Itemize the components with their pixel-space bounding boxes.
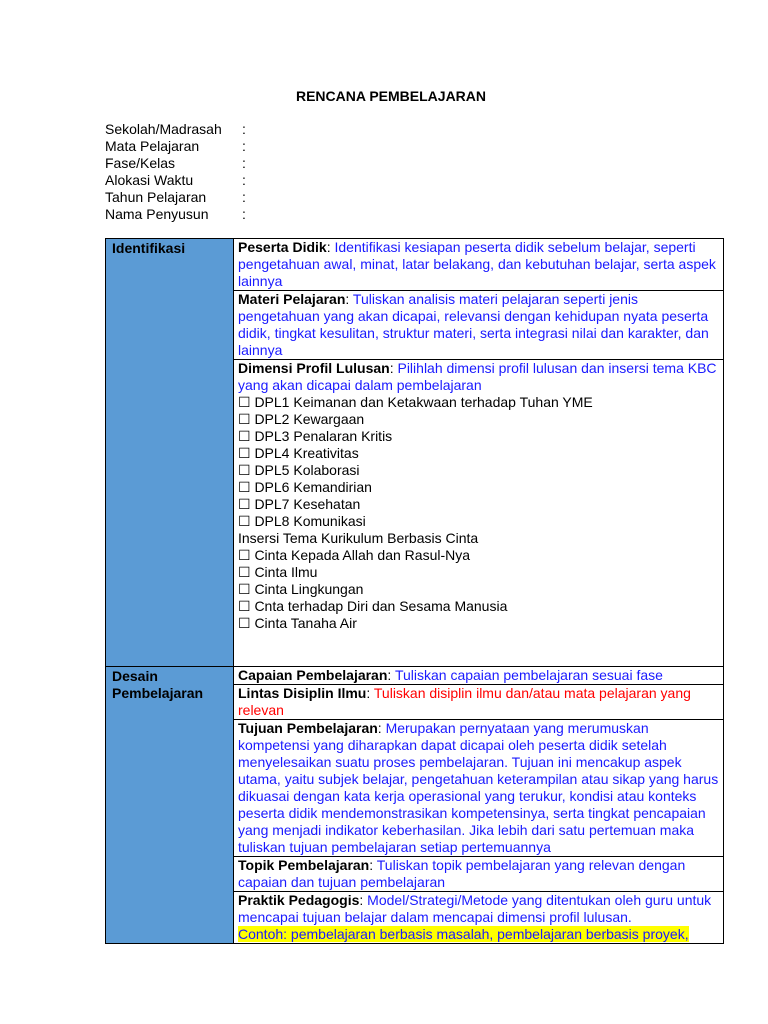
checkbox-dpl1[interactable]: ☐ DPL1 Keimanan dan Ketakwaan terhadap Tuhan YME: [238, 394, 593, 410]
label-dimensi: Dimensi Profil Lulusan: [238, 360, 390, 376]
label-materi: Materi Pelajaran: [238, 291, 346, 307]
field-separator: :: [242, 172, 246, 188]
label-lintas: Lintas Disiplin Ilmu: [238, 685, 367, 701]
field-separator: :: [242, 189, 246, 205]
checkbox-dpl6[interactable]: ☐ DPL6 Kemandirian: [238, 479, 372, 495]
field-label: Alokasi Waktu: [105, 172, 194, 188]
field-row-alokasi: [105, 172, 246, 189]
field-row-fase: [105, 155, 246, 172]
checkbox-cinta-ilmu[interactable]: ☐ Cinta Ilmu: [238, 564, 318, 580]
lesson-plan-table: [105, 238, 724, 944]
text-dimensi: Pilihlah dimensi profil lulusan dan insersi tema KBC yang akan dicapai dalam pembelajaran: [238, 360, 717, 393]
checkbox-cinta-tanah-air[interactable]: ☐ Cinta Tanaha Air: [238, 615, 357, 631]
field-separator: :: [242, 206, 246, 222]
field-separator: :: [242, 138, 246, 154]
checkbox-cinta-allah[interactable]: ☐ Cinta Kepada Allah dan Rasul-Nya: [238, 547, 471, 563]
field-label: Nama Penyusun: [105, 206, 209, 222]
field-label: Mata Pelajaran: [105, 138, 200, 154]
cell-dimensi[interactable]: Dimensi Profil Lulusan: Pilihlah dimensi profil lulusan dan insersi tema KBC yang akan dicapai dalam pembelajaran ☐ DPL1 Keimanan dan Ketakwaan terhadap Tuhan YME ☐ DPL2 Kewargaan ☐ DPL3 Penalaran Kritis ☐ DPL4 Kreativitas ☐ DPL5 Kolaborasi ☐ DPL6 Kemandirian ☐ DPL7 Kesehatan ☐ DPL8 Komunikasi Insersi Tema Kurikulum Berbasis Cinta ☐ Cinta Kepada Allah dan Rasul-Nya ☐ Cinta Ilmu ☐ Cinta Lingkungan ☐ Cnta terhadap Diri dan Sesama Manusia ☐ Cinta Tanaha Air: [234, 360, 724, 667]
checkbox-dpl4[interactable]: ☐ DPL4 Kreativitas: [238, 445, 359, 461]
field-label: Sekolah/Madrasah: [105, 121, 222, 137]
cell-topik[interactable]: Topik Pembelajaran: Tuliskan topik pembelajaran yang relevan dengan capaian dan tujuan pembelajaran: [234, 857, 724, 892]
checkbox-cinta-diri[interactable]: ☐ Cnta terhadap Diri dan Sesama Manusia: [238, 598, 508, 614]
cell-tujuan[interactable]: Tujuan Pembelajaran: Merupakan pernyataan yang merumuskan kompetensi yang diharapkan dapat dicapai oleh peserta didik setelah menyelesaikan suatu proses pembelajaran. Tujuan ini mencakup aspek utama, yaitu subjek belajar, pengetahuan keterampilan atau sikap yang harus dikuasai dengan kata kerja operasional yang terukur, kondisi atau konteks peserta didik mendemonstrasikan kompetensinya, serta tingkat pencapaian yang menjadi indikator keberhasilan. Jika lebih dari satu pertemuan maka tuliskan tujuan pembelajaran setiap pertemuannya: [234, 720, 724, 857]
label-tujuan: Tujuan Pembelajaran: [238, 720, 378, 736]
text-capaian: Tuliskan capaian pembelajaran sesuai fase: [394, 667, 663, 683]
insersi-label: Insersi Tema Kurikulum Berbasis Cinta: [238, 530, 479, 546]
section-desain: [106, 667, 234, 944]
cell-praktik[interactable]: Praktik Pedagogis: Model/Strategi/Metode yang ditentukan oleh guru untuk mencapai tujuan belajar dalam mencapai dimensi profil lulusan. Contoh: pembelajaran berbasis masalah, pembelajaran berbasis proyek,: [234, 892, 724, 944]
text-materi: Tuliskan analisis materi pelajaran seperti jenis pengetahuan yang akan dicapai, relevansi dengan kehidupan nyata peserta didik, tingkat kesulitan, struktur materi, serta integrasi nilai dan karakter, dan lainnya: [238, 291, 709, 358]
text-lintas: Tuliskan disiplin ilmu dan/atau mata pelajaran yang relevan: [238, 685, 691, 718]
field-label: Fase/Kelas: [105, 155, 176, 171]
checkbox-dpl5[interactable]: ☐ DPL5 Kolaborasi: [238, 462, 360, 478]
field-separator: :: [242, 155, 246, 171]
cell-peserta-didik[interactable]: Peserta Didik: Identifikasi kesiapan peserta didik sebelum belajar, seperti pengetahuan awal, minat, latar belakang, dan kebutuhan belajar, serta aspek lainnya: [234, 239, 724, 291]
label-topik: Topik Pembelajaran: [238, 857, 370, 873]
text-peserta-didik: Identifikasi kesiapan peserta didik sebelum belajar, seperti pengetahuan awal, minat, latar belakang, dan kebutuhan belajar, serta aspek lainnya: [238, 239, 716, 289]
row-peserta-didik: [106, 239, 724, 291]
checkbox-dpl2[interactable]: ☐ DPL2 Kewargaan: [238, 411, 365, 427]
field-row-sekolah: [105, 121, 246, 138]
section-label: Desain: [112, 668, 158, 684]
label-peserta-didik: Peserta Didik: [238, 239, 327, 255]
cell-capaian[interactable]: Capaian Pembelajaran: Tuliskan capaian pembelajaran sesuai fase: [234, 667, 724, 685]
section-label: Identifikasi: [112, 240, 186, 256]
identity-fields: [105, 121, 246, 223]
field-row-tahun: [105, 189, 246, 206]
checkbox-cinta-lingkungan[interactable]: ☐ Cinta Lingkungan: [238, 581, 364, 597]
checkbox-dpl8[interactable]: ☐ DPL8 Komunikasi: [238, 513, 366, 529]
document-title: RENCANA PEMBELAJARAN: [295, 88, 487, 104]
label-praktik: Praktik Pedagogis: [238, 892, 360, 908]
field-label: Tahun Pelajaran: [105, 189, 207, 205]
field-separator: :: [242, 121, 246, 137]
text-topik: Tuliskan topik pembelajaran yang relevan dengan capaian dan tujuan pembelajaran: [238, 857, 686, 890]
cell-materi[interactable]: Materi Pelajaran: Tuliskan analisis materi pelajaran seperti jenis pengetahuan yang akan dicapai, relevansi dengan kehidupan nyata peserta didik, tingkat kesulitan, struktur materi, serta integrasi nilai dan karakter, dan lainnya: [234, 291, 724, 360]
checkbox-dpl3[interactable]: ☐ DPL3 Penalaran Kritis: [238, 428, 393, 444]
field-row-mapel: [105, 138, 246, 155]
section-label: Pembelajaran: [112, 685, 204, 701]
checkbox-dpl7[interactable]: ☐ DPL7 Kesehatan: [238, 496, 361, 512]
label-capaian: Capaian Pembelajaran: [238, 667, 388, 683]
cell-lintas[interactable]: Lintas Disiplin Ilmu: Tuliskan disiplin ilmu dan/atau mata pelajaran yang relevan: [234, 685, 724, 720]
field-row-penyusun: [105, 206, 246, 223]
row-capaian: [106, 667, 724, 685]
text-praktik: Model/Strategi/Metode yang ditentukan oleh guru untuk mencapai tujuan belajar dalam mencapai dimensi profil lulusan.: [238, 892, 712, 925]
text-tujuan: Merupakan pernyataan yang merumuskan kompetensi yang diharapkan dapat dicapai oleh peserta didik setelah menyelesaikan suatu proses pembelajaran. Tujuan ini mencakup aspek utama, yaitu subjek belajar, pengetahuan keterampilan atau sikap yang harus dikuasai dengan kata kerja operasional yang terukur, kondisi atau konteks peserta didik mendemonstrasikan kompetensinya, serta tingkat pencapaian yang menjadi indikator keberhasilan. Jika lebih dari satu pertemuan maka tuliskan tujuan pembelajaran setiap pertemuannya: [238, 720, 719, 855]
example-highlight: Contoh: pembelajaran berbasis masalah, pembelajaran berbasis proyek,: [238, 926, 689, 942]
section-identifikasi: [106, 239, 234, 667]
